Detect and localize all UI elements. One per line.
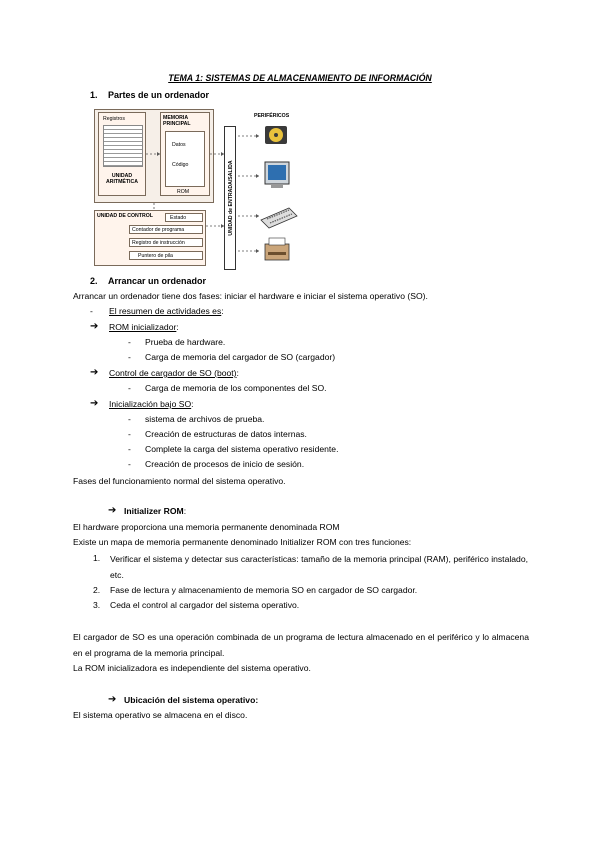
boot-control-item: Carga de memoria de los componentes del SO.: [145, 383, 327, 393]
initializer-item: Verificar el sistema y detectar sus características: tamaño de la memoria principal (RAM), periférico instalado, etc.: [110, 554, 528, 580]
initializer-heading: Initializer ROM: [124, 506, 184, 516]
program-counter-label: Contador de programa: [132, 227, 185, 233]
stack-pointer-label: Puntero de pila: [138, 253, 173, 259]
initializer-heading-line: [124, 506, 186, 516]
computer-parts-diagram: [94, 106, 304, 276]
init-item: Creación de estructuras de datos internas.: [145, 429, 307, 439]
arrow-icon: ➔: [90, 321, 99, 332]
keyboard-icon: [261, 208, 297, 228]
arrow-icon: ➔: [90, 367, 99, 378]
bullet-dash: -: [128, 352, 131, 362]
arrow-icon: ➔: [108, 694, 117, 705]
bullet-dash: -: [128, 337, 131, 347]
initializer-p4: La ROM inicializadora es independiente del sistema operativo.: [73, 663, 311, 673]
instruction-register-label: Registro de instrucción: [132, 240, 185, 246]
resumen-text: [109, 306, 224, 316]
list-number: 1.: [93, 553, 101, 563]
peripherals-label: PERIFÉRICOS: [254, 113, 290, 119]
section-2-heading: Arrancar un ordenador: [108, 276, 207, 286]
resumen-label: El resumen de actividades es: [109, 306, 222, 316]
page-title: TEMA 1: SISTEMAS DE ALMACENAMIENTO DE INFORMACIÓN: [168, 73, 432, 83]
init-so-label: Inicialización bajo SO: [109, 399, 192, 409]
arrow-icon: ➔: [90, 398, 99, 409]
rom-initializer-line: ROM inicializador:: [109, 322, 179, 332]
init-item: Creación de procesos de inicio de sesión.: [145, 459, 305, 469]
disk-icon: [265, 126, 287, 144]
rom-item: Carga de memoria del cargador de SO (cargador): [145, 352, 336, 362]
boot-control-label: Control de cargador de SO (boot): [109, 368, 237, 378]
init-so-line: Inicialización bajo SO:: [109, 399, 194, 409]
monitor-icon: [265, 162, 289, 188]
datos-label: Datos: [172, 142, 186, 148]
initializer-item: Fase de lectura y almacenamiento de memoria SO en cargador de SO cargador.: [110, 585, 418, 595]
initializer-heading-colon: :: [183, 506, 187, 516]
bullet-dash: -: [128, 444, 131, 454]
bullet-dash: -: [90, 306, 93, 316]
location-heading: Ubicación del sistema operativo:: [124, 695, 259, 705]
registros-label: Registros: [103, 116, 125, 122]
bullet-dash: -: [128, 414, 131, 424]
init-item: Complete la carga del sistema operativo residente.: [145, 444, 339, 454]
rom-item: Prueba de hardware.: [145, 337, 226, 347]
resumen-colon: :: [221, 306, 224, 316]
bullet-dash: -: [128, 429, 131, 439]
main-memory-label: MEMORIA PRINCIPAL: [163, 115, 191, 127]
rom-initializer-label: ROM inicializador: [109, 322, 177, 332]
bullet-dash: -: [128, 383, 131, 393]
list-number: 3.: [93, 600, 101, 610]
codigo-label: Código: [172, 162, 189, 168]
section-1-heading: Partes de un ordenador: [108, 90, 210, 100]
initializer-item: Ceda el control al cargador del sistema operativo.: [110, 600, 300, 610]
io-unit-box: [224, 126, 236, 270]
list-number: 2.: [93, 585, 101, 595]
printer-icon: [265, 238, 289, 260]
io-unit-label: UNIDAD de ENTRADA/SALIDA: [228, 160, 234, 236]
estado-label: Estado: [170, 215, 187, 221]
arrow-icon: ➔: [108, 505, 117, 516]
initializer-p1: El hardware proporciona una memoria permanente denominada ROM: [73, 522, 340, 532]
phases-text: Fases del funcionamiento normal del sistema operativo.: [73, 476, 286, 486]
arithmetic-unit-label: UNIDAD ARITMÉTICA: [106, 173, 138, 185]
init-item: sistema de archivos de prueba.: [145, 414, 265, 424]
initializer-p3: El cargador de SO es una operación combinada de un programa de lectura almacenado en el periférico y lo almacena en el programa de la memoria principal.: [73, 632, 529, 658]
section-2-intro: Arrancar un ordenador tiene dos fases: iniciar el hardware e iniciar el sistema operativo (SO).: [73, 291, 428, 301]
initializer-p2: Existe un mapa de memoria permanente denominado Initializer ROM con tres funciones:: [73, 537, 412, 547]
section-1-number: 1.: [90, 90, 98, 100]
bullet-dash: -: [128, 459, 131, 469]
rom-label: ROM: [177, 189, 190, 195]
location-text: El sistema operativo se almacena en el disco.: [73, 710, 248, 720]
boot-control-line: Control de cargador de SO (boot):: [109, 368, 239, 378]
peripherals-icons: [259, 124, 299, 274]
section-2-number: 2.: [90, 276, 98, 286]
control-unit-label: UNIDAD DE CONTROL: [97, 213, 153, 219]
